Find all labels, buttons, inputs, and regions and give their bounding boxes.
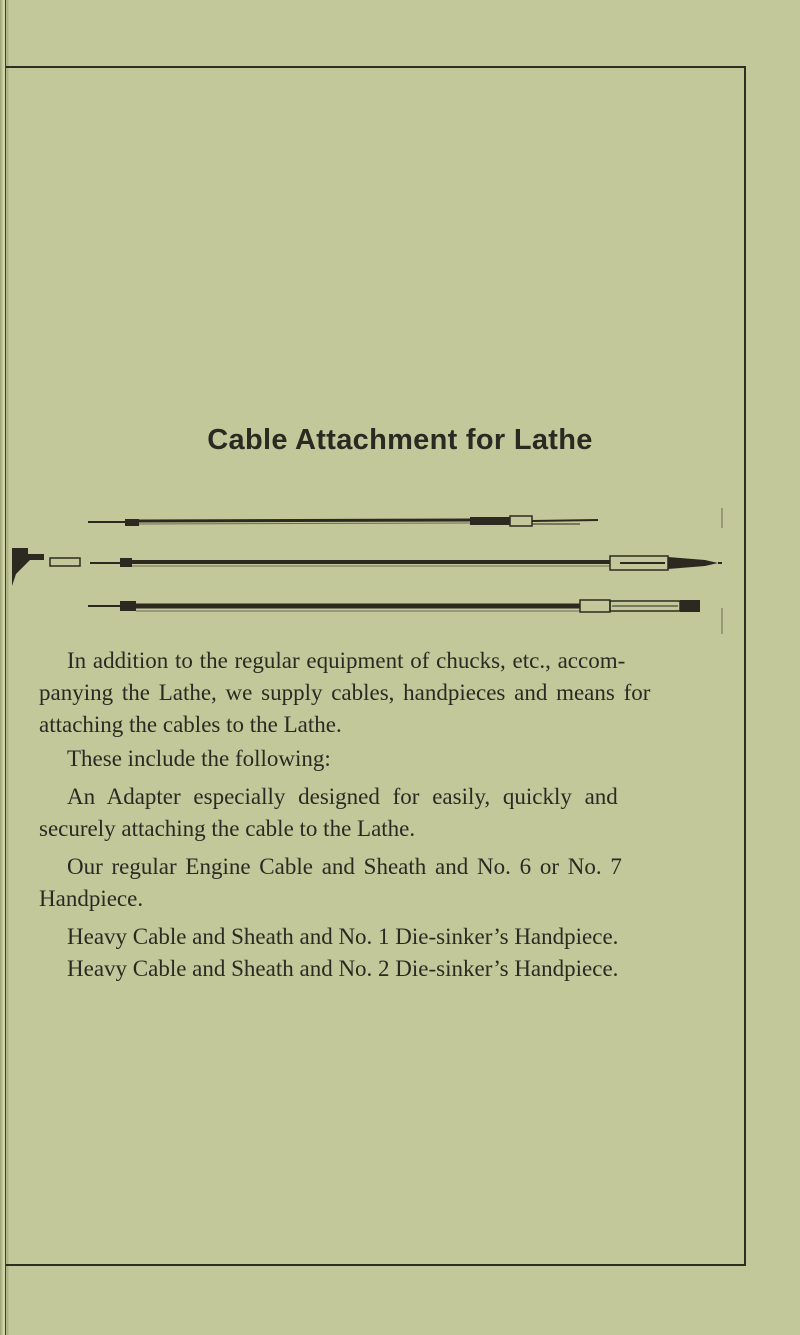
text-line: These include the following: xyxy=(67,746,331,771)
text-line: In addition to the regular equipment of chucks, etc., accom- xyxy=(67,648,626,673)
lathe-cable-handpiece-illustration xyxy=(0,508,800,638)
text-line: attaching the cables to the Lathe. xyxy=(39,712,342,737)
text-line: Heavy Cable and Sheath and No. 1 Die-sinker’s Handpiece. xyxy=(67,924,619,949)
text-line: Handpiece. xyxy=(39,886,144,911)
cable-bottom xyxy=(88,600,722,634)
text-line: Heavy Cable and Sheath and No. 2 Die-sinker’s Handpiece. xyxy=(67,956,619,981)
text-line: panying the Lathe, we supply cables, handpieces and means for xyxy=(39,680,651,705)
cable-middle-with-adapter xyxy=(12,548,722,586)
text-line: Our regular Engine Cable and Sheath and No. 6 or No. 7 xyxy=(67,854,622,879)
page-title: Cable Attachment for Lathe xyxy=(207,424,593,456)
text-line: An Adapter especially designed for easily, quickly and xyxy=(67,784,618,809)
cable-top xyxy=(88,508,722,528)
text-line: securely attaching the cable to the Lathe. xyxy=(39,816,416,841)
